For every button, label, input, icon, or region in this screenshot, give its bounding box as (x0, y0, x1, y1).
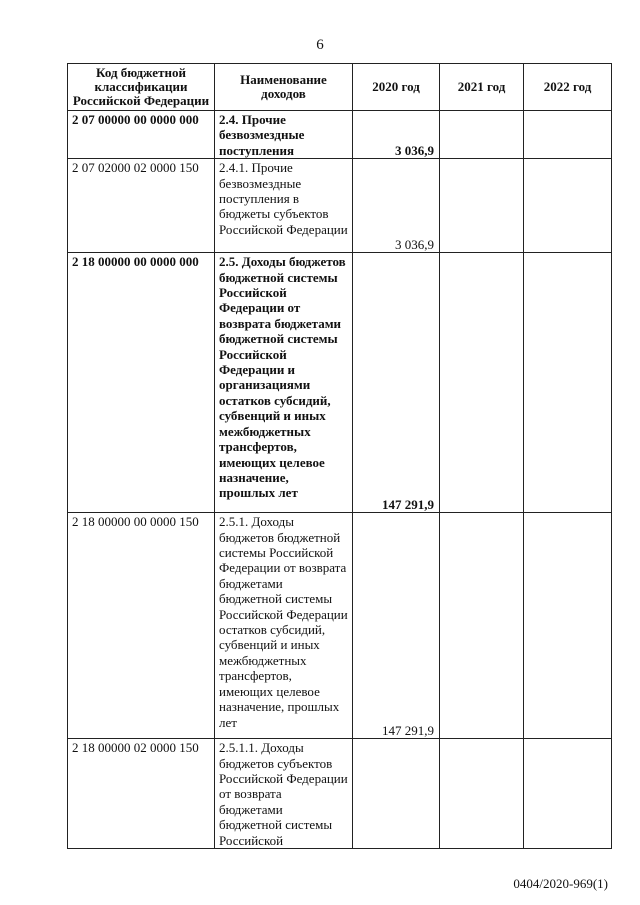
row-amount-2022 (524, 111, 612, 159)
row-amount-2021 (440, 253, 524, 513)
row-amount-2022 (524, 253, 612, 513)
row-code: 2 18 00000 00 0000 150 (68, 513, 215, 739)
row-code: 2 07 00000 00 0000 000 (68, 111, 215, 159)
row-name: 2.5. Доходы бюджетов бюджетной системы Российской Федерации от возврата бюджетами бюджетной системы Российской Федерации и организациями остатков субсидий, субвенций и иных межбюджетных трансфертов, имеющих целевое назначение, прошлых лет (215, 253, 353, 513)
row-code: 2 18 00000 00 0000 000 (68, 253, 215, 513)
budget-income-table (67, 63, 612, 849)
row-amount-2020 (353, 739, 440, 849)
row-amount-2020: 3 036,9 (353, 111, 440, 159)
row-amount-2021 (440, 513, 524, 739)
table-row (68, 513, 612, 739)
table-row (68, 159, 612, 253)
row-code: 2 07 02000 02 0000 150 (68, 159, 215, 253)
header-name: Наименование доходов (215, 64, 353, 111)
row-amount-2021 (440, 739, 524, 849)
row-code: 2 18 00000 02 0000 150 (68, 739, 215, 849)
row-amount-2020: 147 291,9 (353, 253, 440, 513)
row-name: 2.5.1.1. Доходы бюджетов субъектов Российской Федерации от возврата бюджетами бюджетной системы Российской (215, 739, 353, 849)
row-amount-2021 (440, 111, 524, 159)
table-row (68, 111, 612, 159)
row-name: 2.5.1. Доходы бюджетов бюджетной системы Российской Федерации от возврата бюджетами бюджетной системы Российской Федерации остатков субсидий, субвенций и иных межбюджетных трансфертов, имеющих целевое назначение, прошлых лет (215, 513, 353, 739)
header-code: Код бюджетной классификации Российской Федерации (68, 64, 215, 111)
row-amount-2022 (524, 159, 612, 253)
table-row (68, 253, 612, 513)
row-amount-2021 (440, 159, 524, 253)
row-name: 2.4. Прочие безвозмездные поступления (215, 111, 353, 159)
page-number: 6 (316, 37, 324, 53)
row-amount-2022 (524, 739, 612, 849)
header-year-2021: 2021 год (440, 64, 524, 111)
row-name: 2.4.1. Прочие безвозмездные поступления в бюджеты субъектов Российской Федерации (215, 159, 353, 253)
table-header-row (68, 64, 612, 111)
table-row (68, 739, 612, 849)
row-amount-2020: 147 291,9 (353, 513, 440, 739)
header-year-2020: 2020 год (353, 64, 440, 111)
document-number: 0404/2020-969(1) (513, 876, 608, 891)
header-year-2022: 2022 год (524, 64, 612, 111)
row-amount-2020: 3 036,9 (353, 159, 440, 253)
row-amount-2022 (524, 513, 612, 739)
